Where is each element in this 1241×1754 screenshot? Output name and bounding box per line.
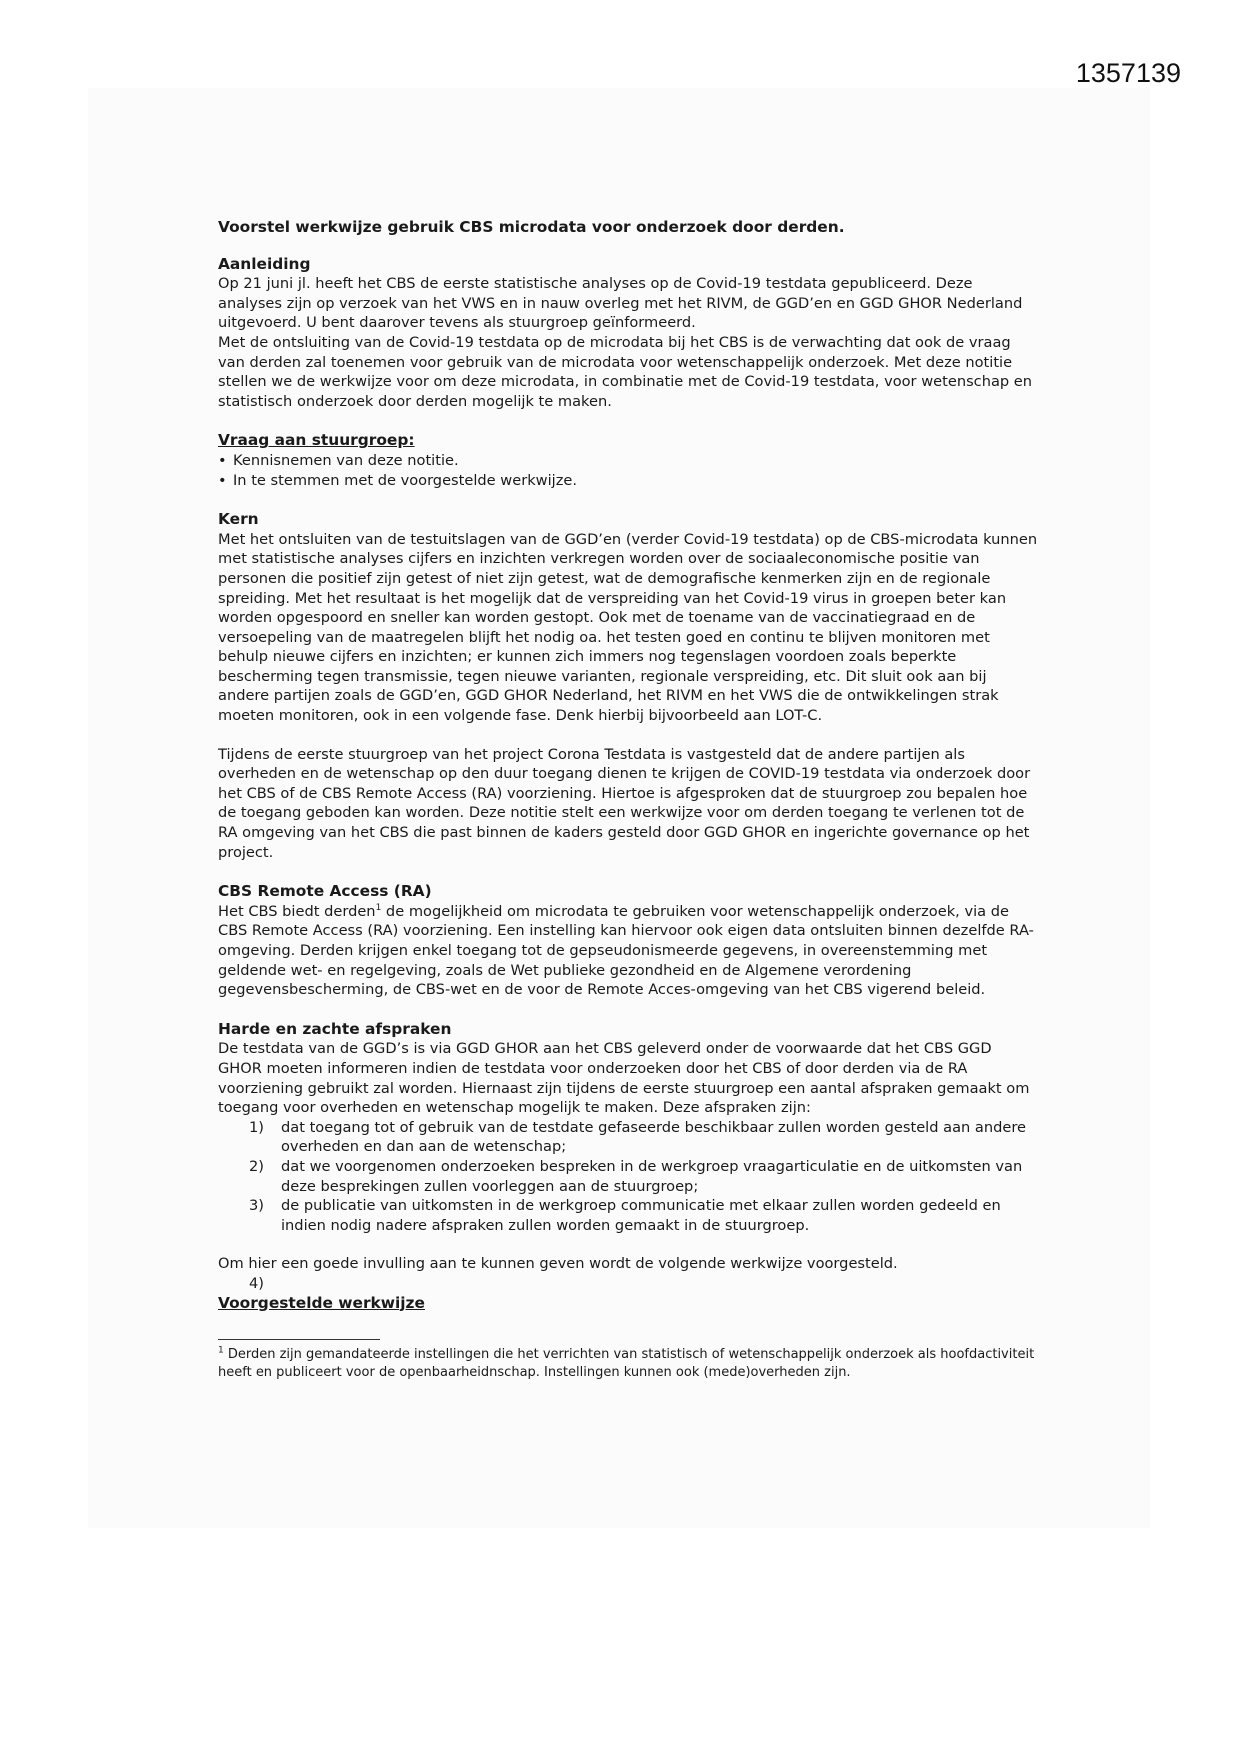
section-kern — [218, 510, 1038, 862]
document-title: Voorstel werkwijze gebruik CBS microdata voor onderzoek door derden. — [218, 218, 845, 236]
afspraken-paragraph-1: De testdata van de GGD’s is via GGD GHOR aan het CBS geleverd onder de voorwaarde dat het CBS GGD GHOR moeten informeren indien de testdata voor onderzoeken door het CBS of door derden via de RA voorziening gebruikt zal worden. Hiernaast zijn tijdens de eerste stuurgroep een aantal afspraken gemaakt om toegang voor overheden en wetenschap mogelijk te maken. Deze afspraken zijn: — [218, 1040, 1030, 1117]
afspraken-paragraph-2: Om hier een goede invulling aan te kunnen geven wordt de volgende werkwijze voorgesteld. — [218, 1255, 898, 1273]
list-item: • Kennisnemen van deze notitie. — [218, 451, 1038, 471]
ra-text-end: de mogelijkheid om microdata te gebruiken voor wetenschappelijk onderzoek, via de CBS Remote Access (RA) voorziening. Een instelling kan hiervoor ook eigen data ontsluiten binnen dezelfde RA-omgeving. Derden krijgen enkel toegang tot de gepseudonismeerde gegevens, in overeenstemming met geldende wet- en regelgeving, zoals de Wet publieke gezondheid en de Algemene verordening gegevensbescherming, de CBS-wet en de voor de Remote Acces-omgeving van het CBS vigerend beleid. — [218, 902, 1034, 999]
list-item: • In te stemmen met de voorgestelde werkwijze. — [218, 471, 1038, 491]
remote-access-paragraph — [218, 902, 1038, 1000]
list-text: dat toegang tot of gebruik van de testdate gefaseerde beschikbaar zullen worden gesteld aan andere overheden en dan aan de wetenschap; — [281, 1118, 1027, 1156]
document-body — [218, 218, 1038, 1382]
footnote-mark: 1 — [218, 1345, 224, 1356]
list-item — [249, 1196, 1038, 1235]
ra-text-start: Het CBS biedt derden — [218, 902, 376, 920]
section-afspraken — [218, 1020, 1038, 1313]
document-number: 1357139 — [1075, 58, 1181, 88]
heading-aanleiding: Aanleiding — [218, 254, 311, 273]
kern-paragraph-1: Met het ontsluiten van de testuitslagen van de GGD’en (verder Covid-19 testdata) op de CBS-microdata kunnen met statistische analyses cijfers en inzichten verkregen worden over de sociaaleconomische positie van personen die positief zijn getest of niet zijn getest, wat de demografische kenmerken zijn en de regionale spreiding. Met het resultaat is het mogelijk dat de verspreiding van het Covid-19 virus in groepen beter kan worden opgespoord en sneller kan worden gestopt. Ook met de toename van de vaccinatiegraad en de versoepeling van de maatregelen blijft het nodig oa. het testen goed en continu te blijven monitoren met behulp nieuwe cijfers en inzichten; er kunnen zich immers nog tegenslagen voordoen zoals beperkte bescherming tegen transmissie, tegen nieuwe varianten, regionale verspreiding, etc. Dit sluit ook aan bij andere partijen zoals de GGD’en, GGD GHOR Nederland, het RIVM en het VWS die de ontwikkelingen strak moeten monitoren, ook in een volgende fase. Denk hierbij bijvoorbeeld aan LOT-C. — [218, 530, 1038, 725]
section-vraag — [218, 431, 1038, 490]
heading-vraag-aan-stuurgroep: Vraag aan stuurgroep: — [218, 431, 415, 450]
list-number: 3) — [249, 1197, 264, 1215]
footnote — [218, 1346, 1038, 1382]
vraag-list — [218, 451, 1038, 490]
section-aanleiding — [218, 255, 1038, 412]
list-number: 1) — [249, 1118, 264, 1136]
list-number-4: 4) — [249, 1274, 264, 1292]
kern-paragraph-2: Tijdens de eerste stuurgroep van het project Corona Testdata is vastgesteld dat de andere partijen als overheden en de wetenschap op den duur toegang dienen te krijgen de COVID-19 testdata via onderzoek door het CBS of de CBS Remote Access (RA) voorziening. Hiertoe is afgesproken dat de stuurgroep zou bepalen hoe de toegang geboden kan worden. Deze notitie stelt een werkwijze voor om derden toegang te verlenen tot de RA omgeving van het CBS die past binnen de kaders gesteld door GGD GHOR en ingerichte governance op het project. — [218, 745, 1031, 861]
list-item — [249, 1157, 1038, 1196]
footnote-text: Derden zijn gemandateerde instellingen die het verrichten van statistisch of wetenschappelijk onderzoek als hoofdactiviteit heeft en publiceert voor de openbaarheidnschap. Instellingen kunnen ook (mede)overheden zijn. — [218, 1347, 1035, 1381]
list-text: dat we voorgenomen onderzoeken bespreken in de werkgroep vraagarticulatie en de uitkomsten van deze besprekingen zullen voorleggen aan de stuurgroep; — [281, 1157, 1023, 1195]
footnote-separator — [218, 1339, 380, 1340]
aanleiding-paragraph-2: Met de ontsluiting van de Covid-19 testdata op de microdata bij het CBS is de verwachting dat ook de vraag van derden zal toenemen voor gebruik van de microdata voor wetenschappelijk onderzoek. Met deze notitie stellen we de werkwijze voor om deze microdata, in combinatie met de Covid-19 testdata, voor wetenschap en statistisch onderzoek door derden mogelijk te maken. — [218, 333, 1033, 410]
afspraken-list — [218, 1118, 1038, 1236]
footnote-reference: 1 — [375, 902, 382, 913]
heading-afspraken: Harde en zachte afspraken — [218, 1019, 452, 1038]
list-text: de publicatie van uitkomsten in de werkgroep communicatie met elkaar zullen worden gedeeld en indien nodig nadere afspraken zullen worden gemaakt in de stuurgroep. — [281, 1197, 1001, 1234]
heading-remote-access: CBS Remote Access (RA) — [218, 882, 432, 901]
heading-voorgestelde-werkwijze: Voorgestelde werkwijze — [218, 1293, 425, 1312]
section-remote-access — [218, 882, 1038, 1000]
heading-kern: Kern — [218, 510, 259, 529]
aanleiding-paragraph-1: Op 21 juni jl. heeft het CBS de eerste statistische analyses op de Covid-19 testdata gepubliceerd. Deze analyses zijn op verzoek van het VWS en in nauw overleg met het RIVM, de GGD’en en GGD GHOR Nederland uitgevoerd. U bent daarover tevens als stuurgroep geïnformeerd. — [218, 275, 1023, 332]
list-number: 2) — [249, 1157, 264, 1175]
list-item — [249, 1118, 1038, 1157]
